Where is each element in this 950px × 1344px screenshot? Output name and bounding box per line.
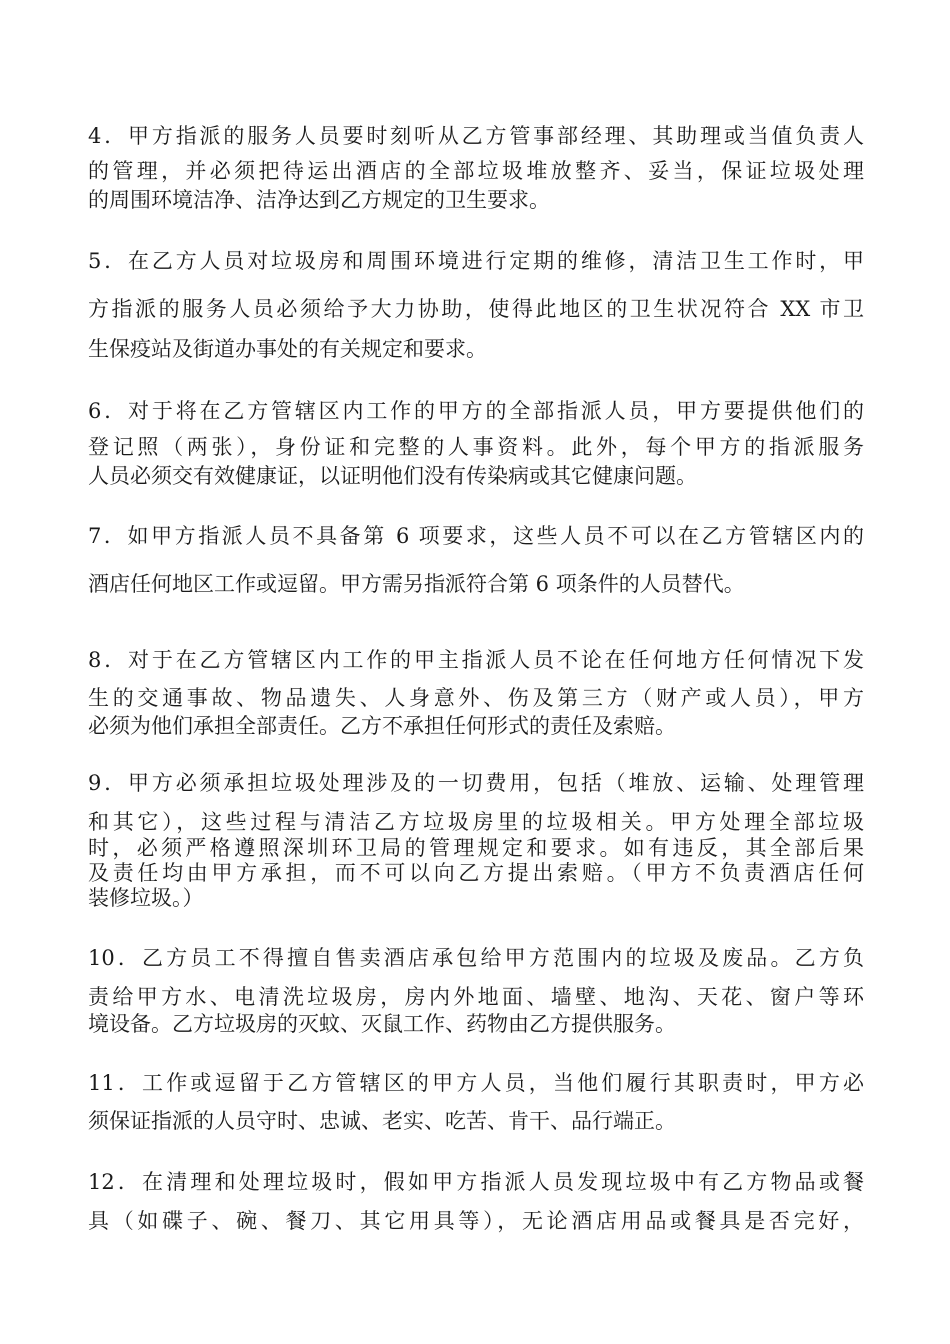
paragraph-11-line-2: 须保证指派的人员守时、忠诚、老实、吃苦、肯干、品行端正。 bbox=[88, 1109, 676, 1133]
paragraph-9-line-5: 装修垃圾。） bbox=[88, 886, 204, 910]
paragraph-9-line-2: 和其它），这些过程与清洁乙方垃圾房里的垃圾相关。甲方处理全部垃圾 bbox=[88, 810, 864, 834]
paragraph-4-line-3: 的周围环境洁净、洁净达到乙方规定的卫生要求。 bbox=[88, 188, 550, 212]
paragraph-4-line-2: 的管理，并必须把待运出酒店的全部垃圾堆放整齐、妥当，保证垃圾处理 bbox=[88, 159, 864, 183]
paragraph-8-line-1: 8．对于在乙方管辖区内工作的甲主指派人员不论在任何地方任何情况下发 bbox=[88, 648, 864, 672]
paragraph-10-line-2: 责给甲方水、电清洗垃圾房，房内外地面、墙壁、地沟、天花、窗户等环 bbox=[88, 985, 864, 1009]
paragraph-8-line-2: 生的交通事故、物品遗失、人身意外、伤及第三方（财产或人员），甲方 bbox=[88, 686, 864, 710]
paragraph-5-line-1: 5．在乙方人员对垃圾房和周围环境进行定期的维修，清洁卫生工作时，甲 bbox=[88, 249, 864, 273]
paragraph-5-line-3: 生保疫站及街道办事处的有关规定和要求。 bbox=[88, 337, 487, 361]
paragraph-6-line-2: 登记照（两张），身份证和完整的人事资料。此外，每个甲方的指派服务 bbox=[88, 435, 864, 459]
paragraph-7-line-1: 7．如甲方指派人员不具备第 6 项要求，这些人员不可以在乙方管辖区内的 bbox=[88, 524, 864, 548]
paragraph-7-line-2: 酒店任何地区工作或逗留。甲方需另指派符合第 6 项条件的人员替代。 bbox=[88, 572, 745, 596]
paragraph-5-line-2: 方指派的服务人员必须给予大力协助，使得此地区的卫生状况符合 XX 市卫 bbox=[88, 297, 864, 321]
paragraph-6-line-3: 人员必须交有效健康证，以证明他们没有传染病或其它健康问题。 bbox=[88, 464, 697, 488]
paragraph-6-line-1: 6．对于将在乙方管辖区内工作的甲方的全部指派人员，甲方要提供他们的 bbox=[88, 399, 864, 423]
paragraph-4-line-1: 4．甲方指派的服务人员要时刻听从乙方管事部经理、其助理或当值负责人 bbox=[88, 124, 864, 148]
paragraph-9-line-3: 时，必须严格遵照深圳环卫局的管理规定和要求。如有违反，其全部后果 bbox=[88, 836, 864, 860]
paragraph-9-line-1: 9．甲方必须承担垃圾处理涉及的一切费用，包括（堆放、运输、处理管理 bbox=[88, 771, 864, 795]
paragraph-12-line-1: 12．在清理和处理垃圾时，假如甲方指派人员发现垃圾中有乙方物品或餐 bbox=[88, 1170, 864, 1194]
paragraph-9-line-4: 及责任均由甲方承担，而不可以向乙方提出索赔。（甲方不负责酒店任何 bbox=[88, 861, 864, 885]
paragraph-10-line-1: 10．乙方员工不得擅自售卖酒店承包给甲方范围内的垃圾及废品。乙方负 bbox=[88, 946, 864, 970]
paragraph-12-line-2: 具（如碟子、碗、餐刀、其它用具等），无论酒店用品或餐具是否完好， bbox=[88, 1209, 864, 1233]
paragraph-10-line-3: 境设备。乙方垃圾房的灭蚊、灭鼠工作、药物由乙方提供服务。 bbox=[88, 1012, 676, 1036]
paragraph-8-line-3: 必须为他们承担全部责任。乙方不承担任何形式的责任及索赔。 bbox=[88, 714, 676, 738]
paragraph-11-line-1: 11．工作或逗留于乙方管辖区的甲方人员，当他们履行其职责时，甲方必 bbox=[88, 1071, 864, 1095]
